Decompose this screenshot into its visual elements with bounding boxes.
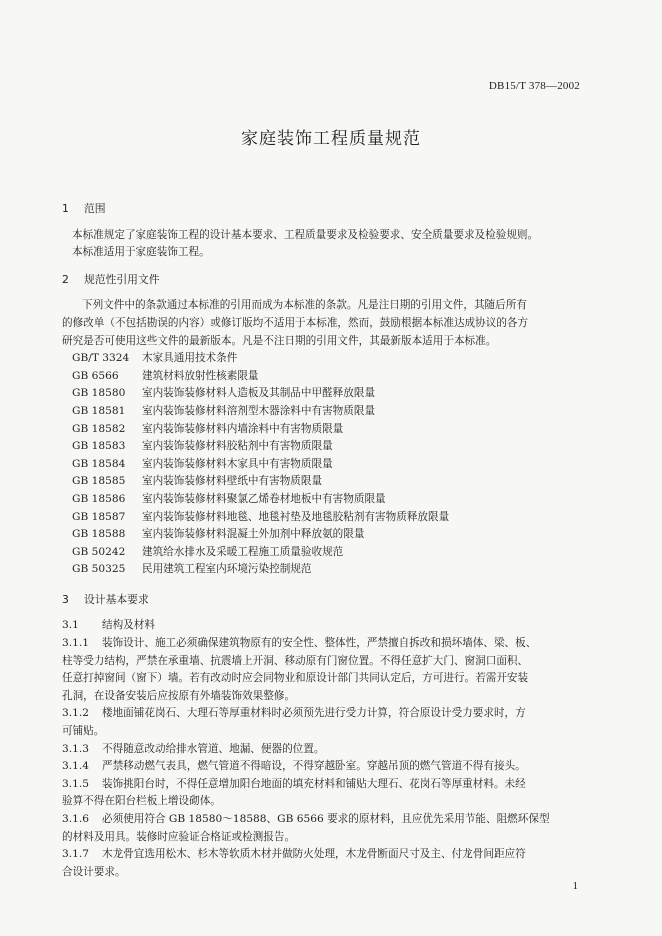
clause-number: 3.1.5 [62,777,89,790]
reference-code: GB 6566 [72,369,119,382]
reference-code: GB/T 3324 [72,352,130,365]
reference-code: GB 18588 [72,528,126,541]
document-code: DB15/T 378—2002 [488,80,580,92]
reference-item [72,403,582,421]
section-title: 设计基本要求 [84,592,149,606]
clause-line: 严禁移动燃气表具，燃气管道不得暗设，不得穿越卧室。穿越吊顶的燃气管道不得有接头。 [102,760,526,773]
paragraph-line: 本标准规定了家庭装饰工程的设计基本要求、工程质量要求及检验要求、安全质量要求及检验规则。 [72,228,539,241]
clause-line: 的材料及用具。装修时应验证合格证或检测报告。 [62,830,296,843]
paragraph-line: 的修改单（不包括勘误的内容）或修订版均不适用于本标准，然而，鼓励根据本标准达成协议的各方 [62,316,529,329]
clause-line: 不得随意改动给排水管道、地漏、便器的位置。 [102,742,325,755]
reference-item [72,509,582,527]
subsection-title: 结构及材料 [102,619,155,632]
reference-code: GB 18580 [72,387,126,400]
reference-name: 室内装饰装修材料内墙涂料中有害物质限量 [142,422,344,435]
clause-3-1-4 [62,758,582,776]
reference-item [72,491,582,509]
clause-3-1-6 [62,811,582,829]
clause-line: 验算不得在阳台栏板上增设砌体。 [62,795,221,808]
reference-item [72,350,582,368]
reference-code: GB 18585 [72,475,126,488]
section-title: 范围 [84,202,106,215]
reference-list [62,350,582,579]
clause-line: 可铺贴。 [62,725,105,738]
reference-name: 民用建筑工程室内环境污染控制规范 [142,563,312,576]
reference-name: 建筑给水排水及采暖工程施工质量验收规范 [142,545,344,558]
subsection-heading [62,617,582,635]
reference-code: GB 18581 [72,404,126,417]
reference-code: GB 18583 [72,440,126,453]
clause-line: 柱等受力结构，严禁在承重墙、抗震墙上开洞、移动原有门窗位置。不得任意扩大门、窗洞口面积、 [62,654,529,667]
section-title: 规范性引用文件 [84,272,160,286]
reference-item [72,473,582,491]
clause-number: 3.1.1 [62,637,89,650]
reference-item [72,368,582,386]
reference-name: 室内装饰装修材料混凝土外加剂中释放氨的限量 [142,528,365,541]
clause-3-1-7 [62,846,582,864]
section-2-heading [62,271,582,289]
section-number: 2 [62,272,69,286]
reference-code: GB 18582 [72,422,126,435]
reference-item [72,385,582,403]
reference-code: GB 50242 [72,545,126,558]
reference-item [72,561,582,579]
reference-code: GB 18586 [72,492,126,505]
paragraph-line: 下列文件中的条款通过本标准的引用而成为本标准的条款。凡是注日期的引用文件，其随后所有 [82,299,527,312]
clause-3-1-1 [62,635,582,653]
reference-item [72,438,582,456]
clause-number: 3.1.6 [62,813,89,825]
reference-item [72,544,582,562]
reference-name: 室内装饰装修材料胶粘剂中有害物质限量 [142,440,333,453]
document-title: 家庭装饰工程质量规范 [241,129,421,149]
clause-line: 必须使用符合 GB 18580～18588、GB 6566 要求的原材料，且应优先采用节能、阻燃环保型 [102,813,550,825]
clause-line: 楼地面铺花岗石、大理石等厚重材料时必须预先进行受力计算，符合原设计受力要求时，方 [102,707,526,720]
section-number: 1 [62,202,69,215]
clause-line: 木龙骨宜选用松木、杉木等软质木材并做防火处理，木龙骨断面尺寸及主、付龙骨间距应符 [102,848,526,861]
reference-name: 建筑材料放射性核素限量 [142,369,259,382]
reference-name: 室内装饰装修材料溶剂型木器涂料中有害物质限量 [142,404,376,417]
clause-number: 3.1.4 [62,760,89,773]
clause-3-1-5 [62,776,582,794]
clause-line: 装饰挑阳台时，不得任意增加阳台地面的填充材料和铺贴大理石、花岗石等厚重材料。未经 [102,777,526,790]
subsection-number: 3.1 [62,619,79,632]
clause-3-1-3 [62,741,582,759]
section-number: 3 [62,592,69,606]
reference-name: 室内装饰装修材料壁纸中有害物质限量 [142,475,323,488]
clause-line: 孔洞，在设备安装后应按原有外墙装饰效果整修。 [62,689,296,702]
paragraph-line: 本标准适用于家庭装饰工程。 [72,246,210,259]
clause-3-1-2 [62,705,582,723]
section-3-heading [62,591,582,609]
clause-number: 3.1.2 [62,707,89,720]
clause-number: 3.1.7 [62,848,89,861]
reference-name: 室内装饰装修材料人造板及其制品中甲醛释放限量 [142,387,376,400]
clause-line: 任意打掉窗间（窗下）墙。若有改动时应会同物业和原设计部门共同认定后，方可进行。若需开安装 [62,672,529,685]
reference-name: 室内装饰装修材料聚氯乙烯卷材地板中有害物质限量 [142,492,386,505]
paragraph-line: 研究是否可使用这些文件的最新版本。凡是不注日期的引用文件，其最新版本适用于本标准。 [62,334,497,347]
reference-name: 木家具通用技术条件 [142,352,238,365]
document-body [62,200,582,881]
reference-code: GB 50325 [72,563,126,576]
reference-name: 室内装饰装修材料地毯、地毯衬垫及地毯胶粘剂有害物质释放限量 [142,510,450,523]
reference-item [72,456,582,474]
clause-line: 装饰设计、施工必须确保建筑物原有的安全性、整体性，严禁擅自拆改和损坏墙体、梁、板、 [102,637,537,650]
clause-number: 3.1.3 [62,742,89,755]
clause-line: 合设计要求。 [62,865,126,878]
page-number: 1 [572,880,578,892]
reference-code: GB 18587 [72,510,126,523]
section-1-heading [62,200,582,218]
reference-item [72,526,582,544]
reference-name: 室内装饰装修材料木家具中有害物质限量 [142,457,333,470]
reference-item [72,421,582,439]
reference-code: GB 18584 [72,457,126,470]
